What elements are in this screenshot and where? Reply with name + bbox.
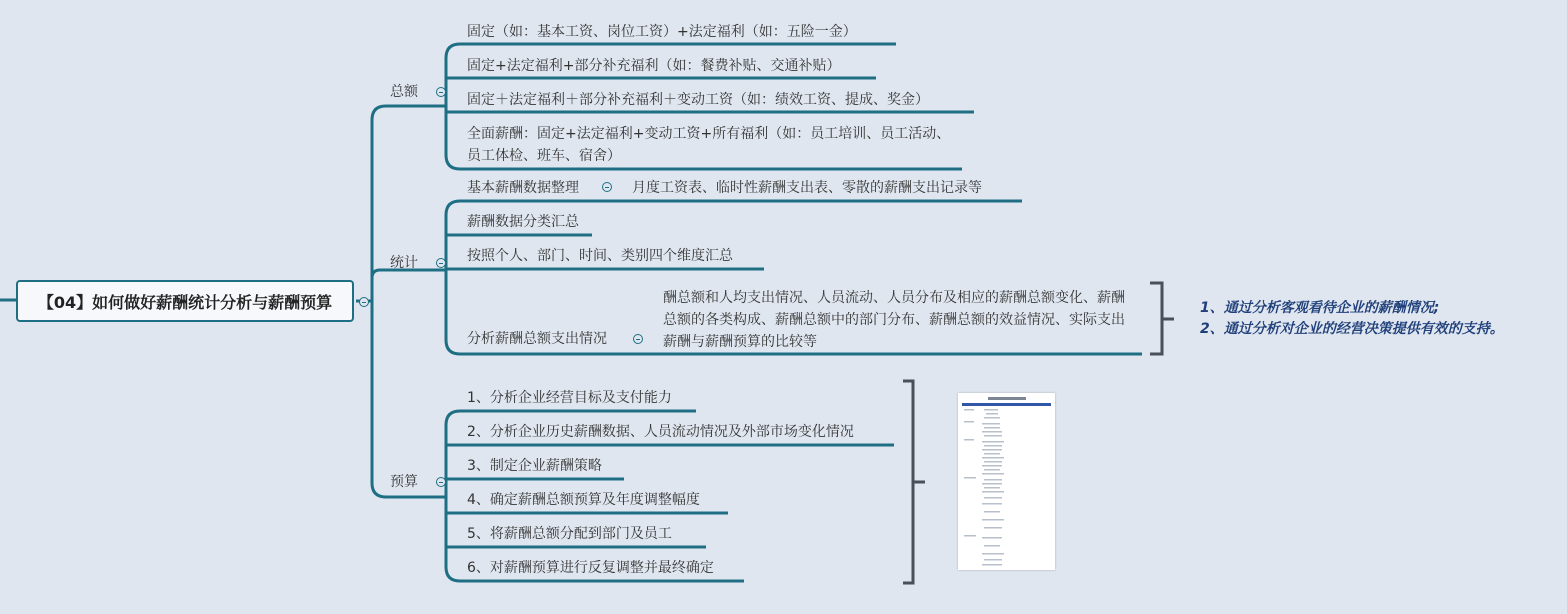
branch-total-label[interactable]: 总额 xyxy=(390,84,418,100)
stats-analysis-detail[interactable]: 酬总额和人均支出情况、人员流动、人员分布及相应的薪酬总额变化、薪酬总额的各类构成、薪酬总额中的部门分布、薪酬总额的效益情况、实际支出薪酬与薪酬预算的比较等 xyxy=(663,290,1125,350)
collapse-budget-icon[interactable] xyxy=(436,477,446,487)
stats-basic[interactable]: 基本薪酬数据整理 xyxy=(467,180,579,196)
stats-analysis[interactable]: 分析薪酬总额支出情况 xyxy=(467,331,607,347)
collapse-basic-icon[interactable] xyxy=(602,182,612,192)
total-item-3[interactable]: 固定＋法定福利＋部分补充福利＋变动工资（如：绩效工资、提成、奖金） xyxy=(467,92,929,108)
stats-item-2[interactable]: 按照个人、部门、时间、类别四个维度汇总 xyxy=(467,248,733,264)
budget-item-1[interactable]: 1、分析企业经营目标及支付能力 xyxy=(467,390,672,406)
budget-item-5[interactable]: 5、将薪酬总额分配到部门及员工 xyxy=(467,526,672,542)
budget-item-2[interactable]: 2、分析企业历史薪酬数据、人员流动情况及外部市场变化情况 xyxy=(467,424,854,440)
summary-note[interactable] xyxy=(1200,298,1504,340)
total-item-4[interactable]: 全面薪酬：固定+法定福利+变动工资+所有福利（如：员工培训、员工活动、员工体检、班车、宿舍） xyxy=(467,126,951,164)
summary-line-2: 2、通过分析对企业的经营决策提供有效的支持。 xyxy=(1200,321,1504,337)
collapse-analysis-icon[interactable] xyxy=(633,334,643,344)
collapse-total-icon[interactable] xyxy=(436,87,446,97)
branch-stats-label[interactable]: 统计 xyxy=(390,255,418,271)
summary-line-1: 1、通过分析客观看待企业的薪酬情况; xyxy=(1200,300,1440,316)
budget-item-4[interactable]: 4、确定薪酬总额预算及年度调整幅度 xyxy=(467,492,700,508)
root-topic[interactable] xyxy=(16,280,354,322)
stats-item-1[interactable]: 薪酬数据分类汇总 xyxy=(467,214,579,230)
document-preview-image xyxy=(958,393,1055,570)
total-item-1[interactable]: 固定（如：基本工资、岗位工资）+法定福利（如：五险一金） xyxy=(467,24,857,40)
branch-budget-label[interactable]: 预算 xyxy=(390,474,418,490)
root-title: 【04】如何做好薪酬统计分析与薪酬预算 xyxy=(37,292,333,312)
stats-basic-detail[interactable]: 月度工资表、临时性薪酬支出表、零散的薪酬支出记录等 xyxy=(632,180,982,196)
total-item-2[interactable]: 固定+法定福利+部分补充福利（如：餐费补贴、交通补贴） xyxy=(467,58,841,74)
collapse-root-icon[interactable] xyxy=(359,297,369,307)
budget-item-3[interactable]: 3、制定企业薪酬策略 xyxy=(467,458,602,474)
budget-item-6[interactable]: 6、对薪酬预算进行反复调整并最终确定 xyxy=(467,560,714,576)
attached-document-thumbnail[interactable] xyxy=(958,393,1055,570)
collapse-stats-icon[interactable] xyxy=(436,258,446,268)
